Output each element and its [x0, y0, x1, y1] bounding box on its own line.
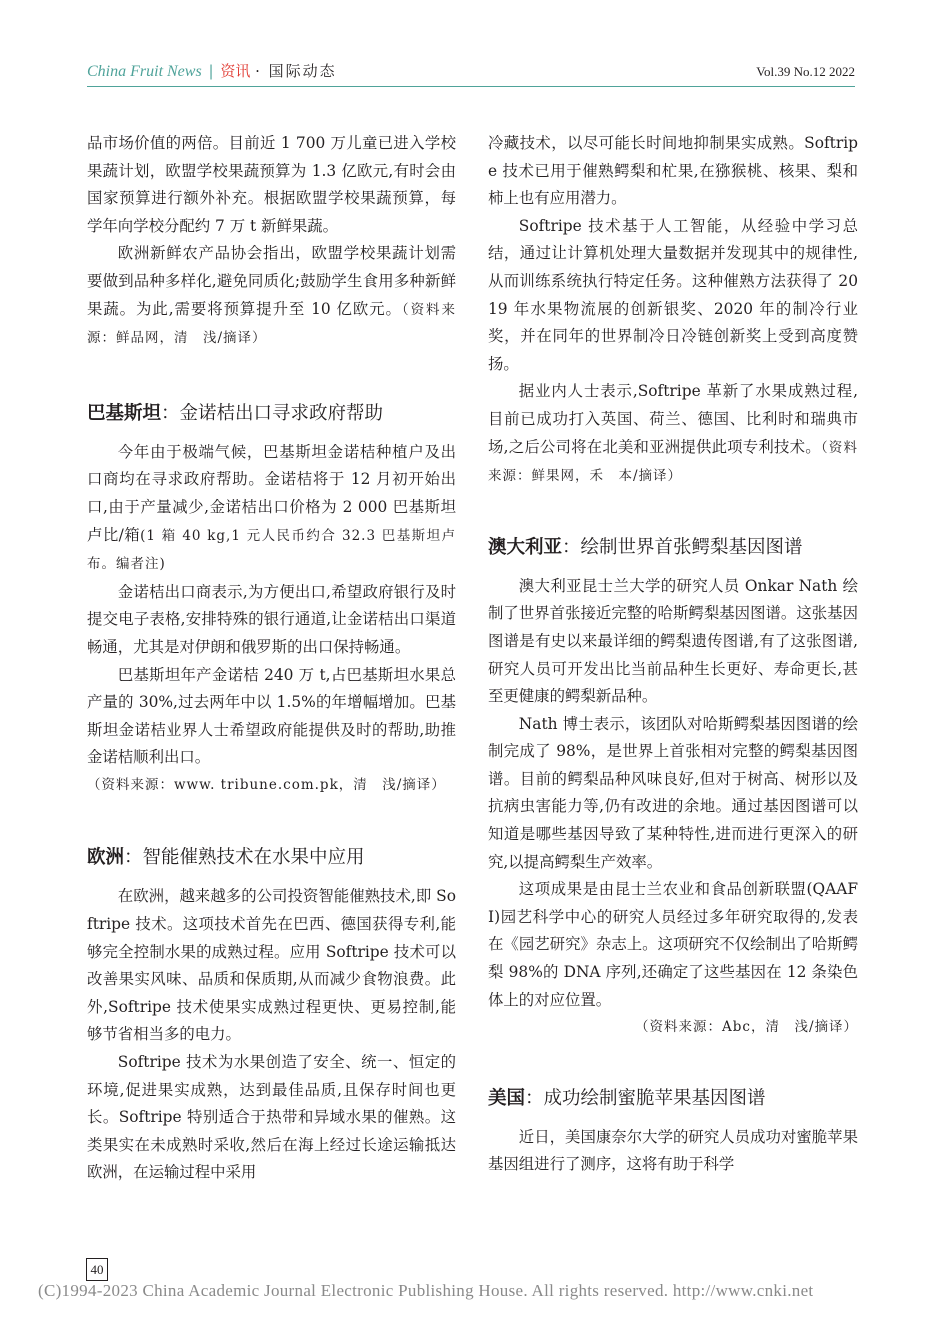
article-heading [87, 399, 456, 429]
source-note: （资料来源：鲜果网，禾 本/摘译） [488, 439, 858, 485]
article-heading [87, 843, 456, 873]
paragraph: Softripe 技术为水果创造了安全、统一、恒定的环境,促进果实成熟，达到最佳品质,且保存时间也更长。Softripe 特别适合于热带和异域水果的催熟。这类果实在未成熟时采收,然后在海上经过长途运输抵达欧洲，在运输过程中采用 [87, 1053, 456, 1182]
paragraph: 据业内人士表示,Softripe 革新了水果成熟过程,目前已成功打入英国、荷兰、德国、比利时和瑞典市场,之后公司将在北美和亚洲提供此项专利技术。（资料来源：鲜果网，禾 本/摘译） [488, 382, 858, 485]
subsection-name: · 国际动态 [255, 62, 337, 80]
paragraph: 冷藏技术，以尽可能长时间地抑制果实成熟。Softripe 技术已用于催熟鳄梨和杧果,在猕猴桃、核果、梨和柿上也有应用潜力。 [488, 134, 858, 208]
left-column [87, 130, 456, 1187]
heading-country: 澳大利亚 [488, 536, 563, 558]
heading-title: ：金诺桔出口寻求政府帮助 [161, 402, 384, 424]
article-heading [488, 1084, 858, 1114]
page-number: 40 [86, 1258, 108, 1281]
paragraph: 巴基斯坦年产金诺桔 240 万 t,占巴基斯坦水果总产量的 30%,过去两年中以 1.5%的年增幅增加。巴基斯坦金诺桔业界人士希望政府能提供及时的帮助,助推金诺桔顺利出口。 [87, 665, 456, 767]
header-separator: | [208, 62, 214, 80]
paragraph: 品市场价值的两倍。目前近 1 700 万儿童已进入学校果蔬计划，欧盟学校果蔬预算为 1.3 亿欧元,有时会由国家预算进行额外补充。根据欧盟学校果蔬预算，每学年向学校分配约 7 万 t 新鲜果蔬。 [87, 134, 456, 235]
heading-country: 欧洲 [87, 847, 125, 869]
section-name: 资讯 [220, 62, 251, 80]
heading-title: ：绘制世界首张鳄梨基因图谱 [562, 536, 803, 558]
copyright-notice: (C)1994-2023 China Academic Journal Electronic Publishing House. All rights reserved. http://www.cnki.net [38, 1281, 814, 1300]
paragraph: 澳大利亚昆士兰大学的研究人员 Onkar Nath 绘制了世界首张接近完整的哈斯鳄梨基因图谱。这张基因图谱是有史以来最详细的鳄梨遗传图谱,有了这张图谱,研究人员可开发出比当前品种生长更好、寿命更长,甚至更健康的鳄梨新品种。 [488, 576, 858, 706]
volume-info: Vol.39 No.12 2022 [756, 64, 855, 79]
paragraph: Nath 博士表示，该团队对哈斯鳄梨基因图谱的绘制完成了 98%，是世界上首张相对完整的鳄梨基因图谱。目前的鳄梨品种风味良好,但对于树高、树形以及抗病虫害能力等,仍有改进的余地。通过基因图谱可以知道是哪些基因导致了某种特性,进而进行更深入的研究,以提高鳄梨生产效率。 [488, 714, 858, 871]
page-header [0, 0, 950, 100]
paragraph: 近日，美国康奈尔大学的研究人员成功对蜜脆苹果基因组进行了测序，这将有助于科学 [488, 1127, 858, 1174]
paragraph: 金诺桔出口商表示,为方便出口,希望政府银行及时提交电子表格,安排特殊的银行通道,让金诺桔出口渠道畅通，尤其是对伊朗和俄罗斯的出口保持畅通。 [87, 582, 456, 656]
source-note: （资料来源：Abc，清 浅/摘译） [635, 1019, 858, 1036]
heading-country: 美国 [488, 1087, 526, 1109]
journal-header [87, 60, 337, 81]
paragraph: 在欧洲，越来越多的公司投资智能催熟技术,即 Softripe 技术。这项技术首先在巴西、德国获得专利,能够完全控制水果的成熟过程。应用 Softripe 技术可以改善果实风味、品质和保质期,从而减少食物浪费。此外,Softripe 技术使果实成熟过程更快、更易控制,能够节省相当多的电力。 [87, 887, 456, 1044]
paragraph: 今年由于极端气候，巴基斯坦金诺桔种植户及出口商均在寻求政府帮助。金诺桔将于 12 月初开始出口,由于产量减少,金诺桔出口价格为 2 000 巴基斯坦卢比/箱(1 箱 40 kg,1 元人民币约合 32.3 巴基斯坦卢布。编者注) [87, 442, 456, 573]
paragraph: 这项成果是由昆士兰农业和食品创新联盟(QAAFI)园艺科学中心的研究人员经过多年研究取得的,发表在《园艺研究》杂志上。这项研究不仅绘制出了哈斯鳄梨 98%的 DNA 序列,还确定了这些基因在 12 条染色体上的对应位置。 [488, 880, 858, 1009]
heading-title: ：成功绘制蜜脆苹果基因图谱 [525, 1087, 766, 1109]
article-heading [488, 533, 858, 563]
journal-brand: China Fruit News [87, 63, 202, 80]
header-rule [87, 86, 855, 87]
source-note: （资料来源：鲜品网，清 浅/摘译） [87, 301, 457, 347]
source-note: （资料来源：www. tribune.com.pk，清 浅/摘译） [87, 776, 446, 793]
editor-note: (1 箱 40 kg,1 元人民币约合 32.3 巴基斯坦卢布。编者注) [87, 527, 456, 573]
paragraph: Softripe 技术基于人工智能，从经验中学习总结，通过让计算机处理大量数据并发现其中的规律性,从而训练系统执行特定任务。这种催熟方法获得了 2019 年水果物流展的创新银奖、2020 年的制冷行业奖，并在同年的世界制冷日冷链创新奖上受到高度赞扬。 [488, 216, 858, 373]
right-column [488, 130, 858, 1179]
heading-country: 巴基斯坦 [87, 402, 162, 424]
paragraph: 欧洲新鲜农产品协会指出，欧盟学校果蔬计划需要做到品种多样化,避免同质化;鼓励学生食用多种新鲜果蔬。为此,需要将预算提升至 10 亿欧元。（资料来源：鲜品网，清 浅/摘译） [87, 244, 457, 347]
heading-title: ：智能催熟技术在水果中应用 [124, 847, 365, 869]
